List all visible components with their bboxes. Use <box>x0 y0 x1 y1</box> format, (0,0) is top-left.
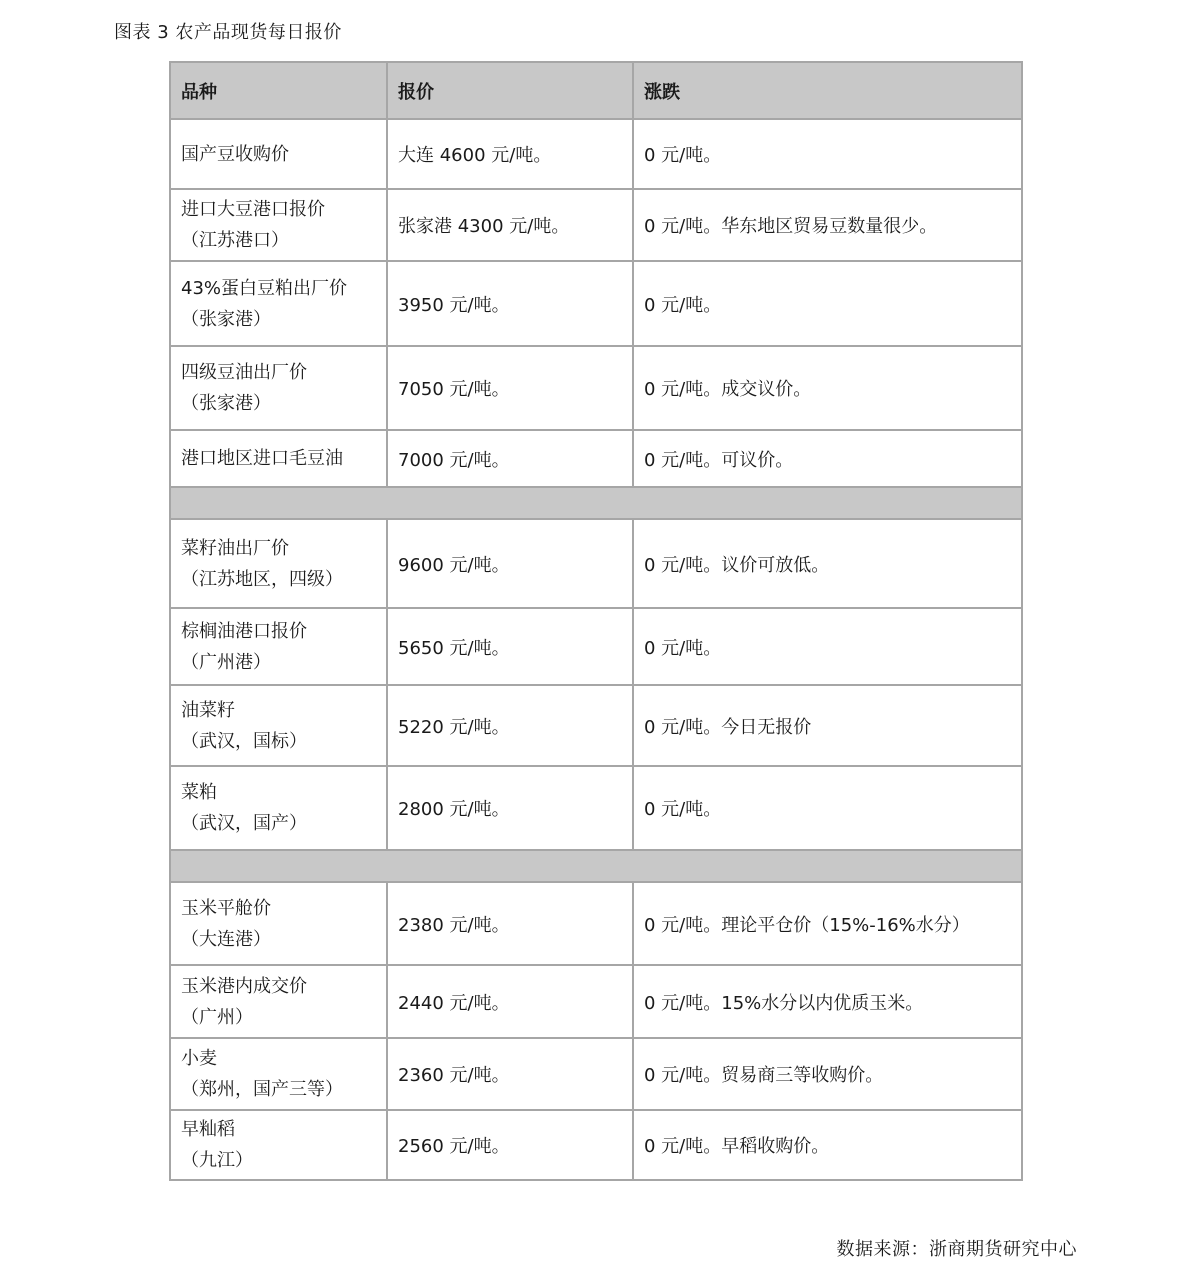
table-row <box>170 261 1022 346</box>
change-cell: 0 元/吨。理论平仓价（15%-16%水分） <box>633 882 1022 965</box>
table-row <box>170 189 1022 261</box>
change-cell: 0 元/吨。贸易商三等收购价。 <box>633 1038 1022 1110</box>
change-cell: 0 元/吨。 <box>633 261 1022 346</box>
change-cell: 0 元/吨。早稻收购价。 <box>633 1110 1022 1180</box>
section-separator-row <box>170 850 1022 882</box>
price-cell: 2380 元/吨。 <box>387 882 633 965</box>
variety-cell <box>170 766 387 850</box>
price-cell: 2360 元/吨。 <box>387 1038 633 1110</box>
change-cell: 0 元/吨。 <box>633 766 1022 850</box>
variety-cell <box>170 189 387 261</box>
variety-name: 玉米港内成交价 <box>181 975 307 997</box>
price-cell: 2560 元/吨。 <box>387 1110 633 1180</box>
table-row <box>170 766 1022 850</box>
table-row <box>170 519 1022 608</box>
price-cell: 5650 元/吨。 <box>387 608 633 685</box>
data-source: 数据来源：浙商期货研究中心 <box>836 1239 1077 1260</box>
table-row <box>170 1038 1022 1110</box>
variety-name: 早籼稻 <box>181 1119 235 1140</box>
change-cell: 0 元/吨。华东地区贸易豆数量很少。 <box>633 189 1022 261</box>
variety-location: （大连港） <box>181 928 271 950</box>
change-cell: 0 元/吨。可议价。 <box>633 430 1022 487</box>
variety-name: 玉米平舱价 <box>181 897 271 919</box>
variety-name: 四级豆油出厂价 <box>181 362 307 383</box>
price-cell: 2440 元/吨。 <box>387 965 633 1038</box>
variety-cell <box>170 685 387 766</box>
variety-cell <box>170 882 387 965</box>
table-header-row <box>170 62 1022 119</box>
table-row <box>170 430 1022 487</box>
variety-location: （广州港） <box>181 651 271 673</box>
variety-cell <box>170 1038 387 1110</box>
variety-location: （九江） <box>181 1150 253 1171</box>
price-cell: 2800 元/吨。 <box>387 766 633 850</box>
table-row <box>170 1110 1022 1180</box>
header-variety: 品种 <box>170 62 387 119</box>
variety-name: 进口大豆港口报价 <box>181 199 325 220</box>
variety-cell <box>170 1110 387 1180</box>
section-separator-row <box>170 487 1022 519</box>
change-cell: 0 元/吨。15%水分以内优质玉米。 <box>633 965 1022 1038</box>
variety-name: 港口地区进口毛豆油 <box>181 448 343 469</box>
header-change: 涨跌 <box>633 62 1022 119</box>
price-cell: 5220 元/吨。 <box>387 685 633 766</box>
variety-cell <box>170 119 387 189</box>
variety-name: 小麦 <box>181 1048 217 1069</box>
variety-cell <box>170 261 387 346</box>
variety-location: （张家港） <box>181 393 271 414</box>
table-row <box>170 965 1022 1038</box>
figure-caption: 图表 3 农产品现货每日报价 <box>114 22 342 43</box>
variety-name: 油菜籽 <box>181 699 235 721</box>
variety-name: 菜籽油出厂价 <box>181 537 289 559</box>
price-cell: 7050 元/吨。 <box>387 346 633 430</box>
change-cell: 0 元/吨。 <box>633 608 1022 685</box>
variety-cell <box>170 965 387 1038</box>
section-separator-cell <box>170 850 1022 882</box>
price-table <box>169 61 1023 1181</box>
variety-cell <box>170 346 387 430</box>
change-cell: 0 元/吨。今日无报价 <box>633 685 1022 766</box>
table-row <box>170 608 1022 685</box>
variety-location: （郑州，国产三等） <box>181 1079 343 1100</box>
variety-cell <box>170 519 387 608</box>
section-separator-cell <box>170 487 1022 519</box>
variety-location: （武汉，国标） <box>181 730 307 752</box>
change-cell: 0 元/吨。 <box>633 119 1022 189</box>
variety-name: 国产豆收购价 <box>181 143 289 165</box>
table-row <box>170 119 1022 189</box>
variety-cell <box>170 430 387 487</box>
table-row <box>170 685 1022 766</box>
table-row <box>170 346 1022 430</box>
price-cell: 9600 元/吨。 <box>387 519 633 608</box>
table-row <box>170 882 1022 965</box>
variety-location: （武汉，国产） <box>181 813 307 834</box>
variety-name: 菜粕 <box>181 782 217 803</box>
price-cell: 7000 元/吨。 <box>387 430 633 487</box>
variety-location: （张家港） <box>181 308 271 330</box>
variety-location: （江苏港口） <box>181 230 289 251</box>
variety-name: 棕榈油港口报价 <box>181 620 307 642</box>
price-cell: 3950 元/吨。 <box>387 261 633 346</box>
change-cell: 0 元/吨。成交议价。 <box>633 346 1022 430</box>
price-cell: 张家港 4300 元/吨。 <box>387 189 633 261</box>
variety-location: （江苏地区，四级） <box>181 568 343 590</box>
variety-name: 43%蛋白豆粕出厂价 <box>181 277 348 299</box>
change-cell: 0 元/吨。议价可放低。 <box>633 519 1022 608</box>
price-cell: 大连 4600 元/吨。 <box>387 119 633 189</box>
variety-cell <box>170 608 387 685</box>
variety-location: （广州） <box>181 1006 253 1028</box>
header-price: 报价 <box>387 62 633 119</box>
